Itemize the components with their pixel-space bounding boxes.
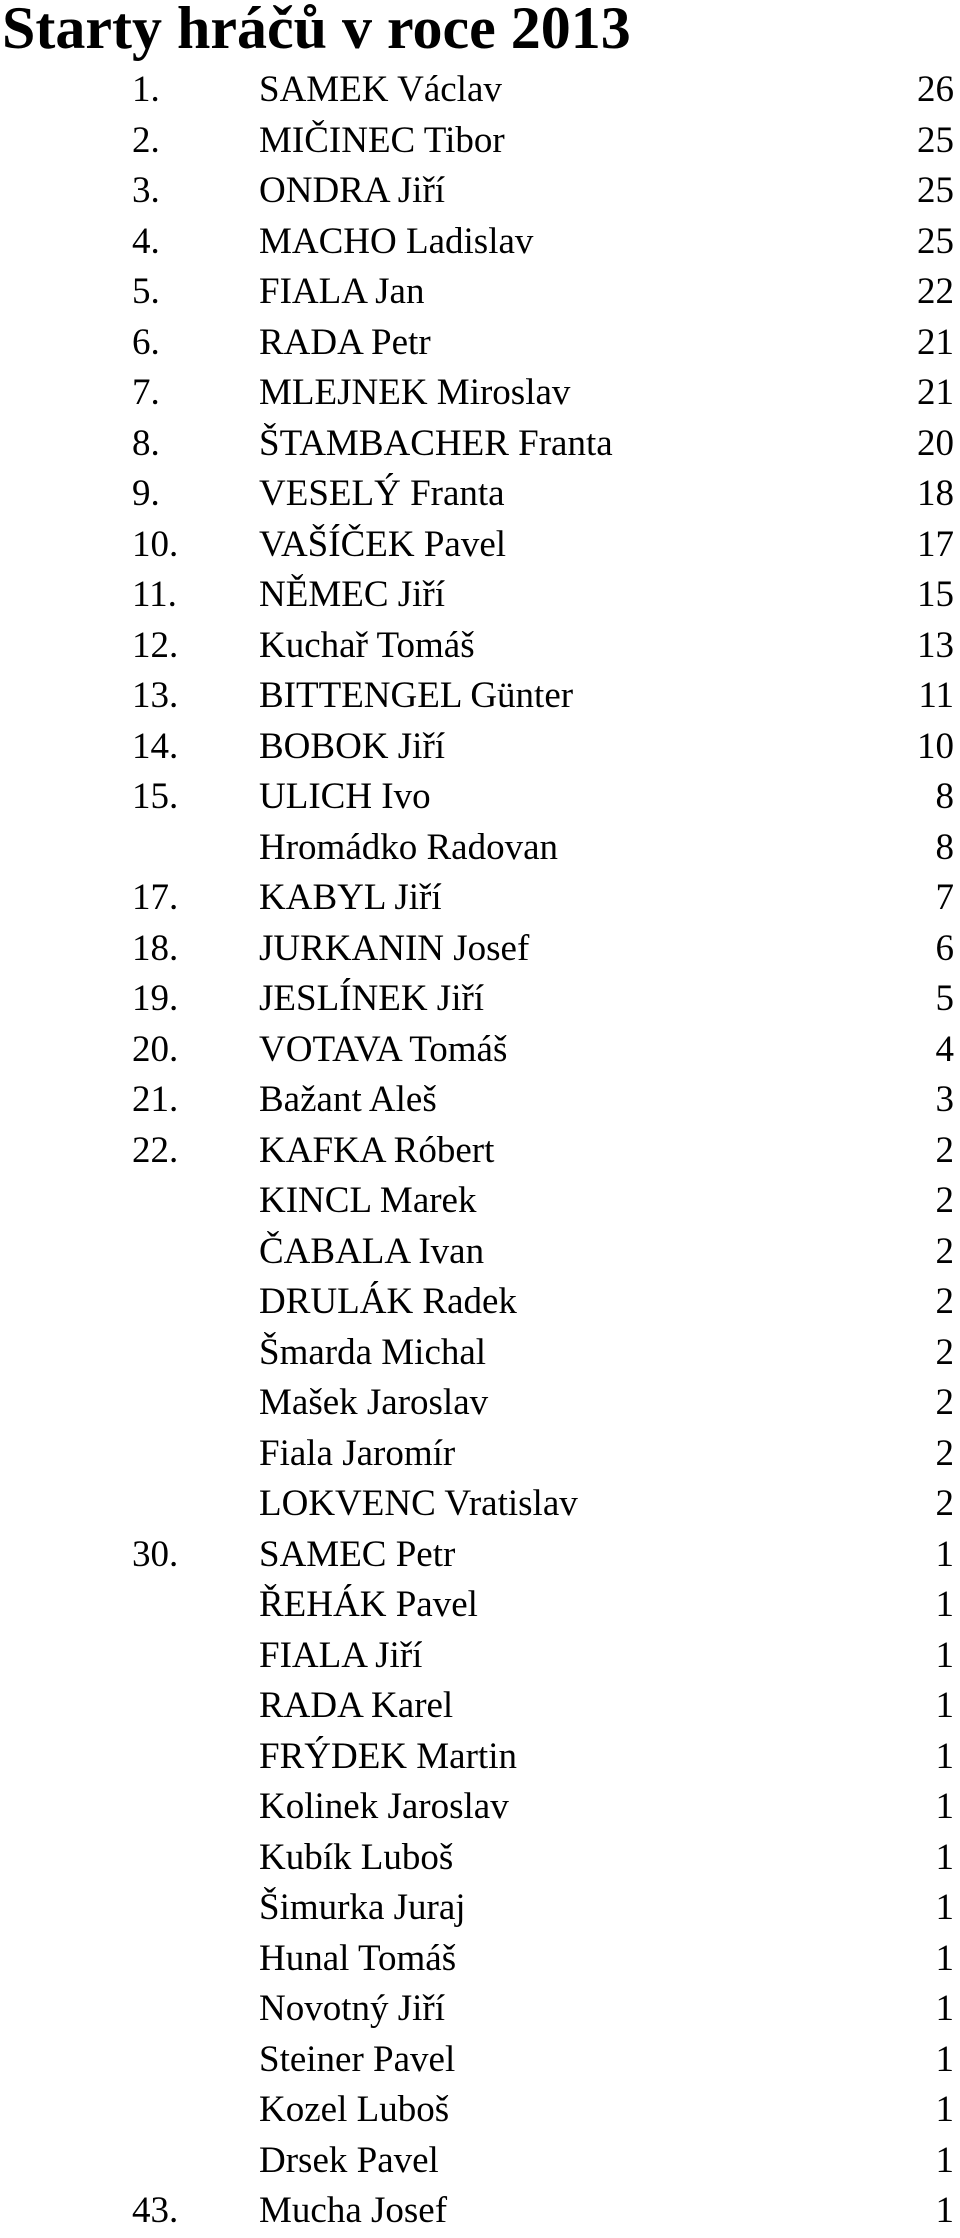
player-row	[0, 1075, 960, 1126]
player-starts: 2	[935, 1331, 954, 1373]
player-row	[0, 1984, 960, 2035]
player-row	[0, 1378, 960, 1429]
player-name: RADA Petr	[259, 321, 431, 363]
player-rank: 7.	[132, 372, 160, 413]
player-starts: 2	[935, 1281, 954, 1322]
player-name: DRULÁK Radek	[259, 1281, 517, 1322]
player-starts: 5	[935, 978, 954, 1019]
player-name: Fiala Jaromír	[259, 1432, 456, 1474]
player-starts: 1	[935, 2089, 954, 2130]
player-name: Kolinek Jaroslav	[259, 1786, 509, 1827]
player-row	[0, 520, 960, 571]
player-row	[0, 267, 960, 318]
player-starts: 4	[935, 1028, 954, 1070]
player-starts: 2	[935, 1129, 954, 1171]
player-name: Hromádko Radovan	[259, 826, 559, 868]
player-starts: 21	[917, 372, 954, 413]
player-starts: 8	[935, 826, 954, 868]
player-row	[0, 1328, 960, 1379]
player-rank: 1.	[132, 69, 160, 110]
player-rank: 8.	[132, 422, 160, 464]
player-starts: 25	[917, 119, 954, 161]
player-row	[0, 1732, 960, 1783]
player-rank: 6.	[132, 321, 160, 363]
player-row	[0, 1277, 960, 1328]
player-name: Kozel Luboš	[259, 2089, 450, 2130]
player-name: BOBOK Jiří	[259, 725, 446, 767]
player-name: Novotný Jiří	[259, 1988, 446, 2029]
player-starts: 1	[935, 1584, 954, 1625]
player-name: MIČINEC Tibor	[259, 119, 505, 161]
player-row	[0, 469, 960, 520]
player-name: Hunal Tomáš	[259, 1937, 457, 1979]
player-starts: 13	[917, 624, 954, 666]
player-row	[0, 873, 960, 924]
player-rank: 18.	[132, 927, 179, 969]
player-row	[0, 1833, 960, 1884]
player-row	[0, 1479, 960, 1530]
player-name: Kuchař Tomáš	[259, 624, 475, 666]
player-starts: 1	[935, 1836, 954, 1878]
player-starts: 1	[935, 1533, 954, 1575]
player-starts: 1	[935, 1887, 954, 1928]
player-rank: 15.	[132, 776, 179, 817]
player-row	[0, 1580, 960, 1631]
player-name: FIALA Jiří	[259, 1634, 423, 1676]
player-name: NĚMEC Jiří	[259, 574, 446, 615]
player-name: FIALA Jan	[259, 271, 425, 312]
player-row	[0, 1631, 960, 1682]
player-name: MLEJNEK Miroslav	[259, 372, 571, 413]
player-starts: 1	[935, 2139, 954, 2181]
player-row	[0, 1934, 960, 1985]
player-row	[0, 217, 960, 268]
player-name: KINCL Marek	[259, 1180, 477, 1221]
player-name: ULICH Ivo	[259, 776, 431, 817]
player-starts: 7	[935, 877, 954, 918]
player-starts: 1	[935, 1735, 954, 1777]
player-row	[0, 1126, 960, 1177]
player-starts: 8	[935, 776, 954, 817]
player-row	[0, 974, 960, 1025]
player-row	[0, 1782, 960, 1833]
player-row	[0, 671, 960, 722]
player-rank: 19.	[132, 978, 179, 1019]
player-name: KABYL Jiří	[259, 877, 442, 918]
player-starts: 1	[935, 1937, 954, 1979]
player-name: VAŠÍČEK Pavel	[259, 523, 507, 565]
player-starts: 2	[935, 1483, 954, 1524]
player-starts: 17	[917, 523, 954, 565]
player-row	[0, 1883, 960, 1934]
player-name: Kubík Luboš	[259, 1836, 454, 1878]
player-rank: 21.	[132, 1079, 179, 1120]
player-starts: 1	[935, 1634, 954, 1676]
player-name: Šmarda Michal	[259, 1331, 487, 1373]
player-row	[0, 570, 960, 621]
player-row	[0, 166, 960, 217]
player-rank: 10.	[132, 523, 179, 565]
player-name: Bažant Aleš	[259, 1079, 437, 1120]
player-name: MACHO Ladislav	[259, 220, 534, 262]
player-row	[0, 2136, 960, 2187]
player-row	[0, 116, 960, 167]
player-starts: 1	[935, 1685, 954, 1726]
player-row	[0, 1176, 960, 1227]
player-rank: 12.	[132, 624, 179, 666]
player-row	[0, 2186, 960, 2237]
player-rank: 3.	[132, 170, 160, 211]
player-name: Steiner Pavel	[259, 2038, 456, 2080]
player-name: KAFKA Róbert	[259, 1129, 495, 1171]
player-rank: 14.	[132, 725, 179, 767]
player-row	[0, 368, 960, 419]
player-name: RADA Karel	[259, 1685, 454, 1726]
player-row	[0, 772, 960, 823]
player-row	[0, 1530, 960, 1581]
player-rank: 30.	[132, 1533, 179, 1575]
player-rank: 4.	[132, 220, 160, 262]
player-rank: 5.	[132, 271, 160, 312]
player-starts: 11	[918, 675, 954, 716]
player-starts: 18	[917, 473, 954, 514]
player-name: FRÝDEK Martin	[259, 1735, 517, 1777]
player-row	[0, 318, 960, 369]
player-row	[0, 1025, 960, 1076]
player-starts: 25	[917, 170, 954, 211]
player-name: Drsek Pavel	[259, 2139, 439, 2181]
player-name: ONDRA Jiří	[259, 170, 446, 211]
player-row	[0, 823, 960, 874]
player-rank: 22.	[132, 1129, 179, 1171]
player-row	[0, 621, 960, 672]
player-starts: 10	[917, 725, 954, 767]
player-starts: 25	[917, 220, 954, 262]
player-name: ŘEHÁK Pavel	[259, 1584, 478, 1625]
player-starts: 20	[917, 422, 954, 464]
player-rank: 20.	[132, 1028, 179, 1070]
player-starts: 1	[935, 1786, 954, 1827]
player-row	[0, 1429, 960, 1480]
player-name: SAMEC Petr	[259, 1533, 456, 1575]
player-name: VESELÝ Franta	[259, 473, 505, 514]
player-name: ŠTAMBACHER Franta	[259, 422, 613, 464]
player-name: BITTENGEL Günter	[259, 675, 574, 716]
player-name: ČABALA Ivan	[259, 1230, 485, 1272]
player-starts: 26	[917, 69, 954, 110]
player-name: VOTAVA Tomáš	[259, 1028, 508, 1070]
page-title: Starty hráčů v roce 2013	[2, 0, 631, 61]
player-starts: 2	[935, 1382, 954, 1423]
player-starts: 1	[935, 1988, 954, 2029]
player-name: Mucha Josef	[259, 2190, 448, 2231]
player-row	[0, 924, 960, 975]
player-starts: 6	[935, 927, 954, 969]
player-starts: 2	[935, 1180, 954, 1221]
player-row	[0, 1681, 960, 1732]
player-name: LOKVENC Vratislav	[259, 1483, 578, 1524]
player-name: SAMEK Václav	[259, 69, 502, 110]
player-name: JESLÍNEK Jiří	[259, 978, 485, 1019]
player-starts: 21	[917, 321, 954, 363]
player-row	[0, 65, 960, 116]
player-rank: 43.	[132, 2190, 179, 2231]
player-rank: 11.	[132, 574, 177, 615]
player-row	[0, 1227, 960, 1278]
player-name: JURKANIN Josef	[259, 927, 530, 969]
player-rank: 13.	[132, 675, 179, 716]
player-rank: 17.	[132, 877, 179, 918]
player-name: Šimurka Juraj	[259, 1887, 466, 1928]
player-rank: 2.	[132, 119, 160, 161]
player-starts: 3	[935, 1079, 954, 1120]
player-row	[0, 2085, 960, 2136]
player-starts: 22	[917, 271, 954, 312]
player-starts: 1	[935, 2190, 954, 2231]
player-starts: 1	[935, 2038, 954, 2080]
player-list	[0, 65, 960, 2237]
player-row	[0, 722, 960, 773]
player-starts: 2	[935, 1230, 954, 1272]
player-row	[0, 419, 960, 470]
player-row	[0, 2035, 960, 2086]
player-rank: 9.	[132, 473, 160, 514]
player-starts: 15	[917, 574, 954, 615]
player-starts: 2	[935, 1432, 954, 1474]
player-name: Mašek Jaroslav	[259, 1382, 489, 1423]
